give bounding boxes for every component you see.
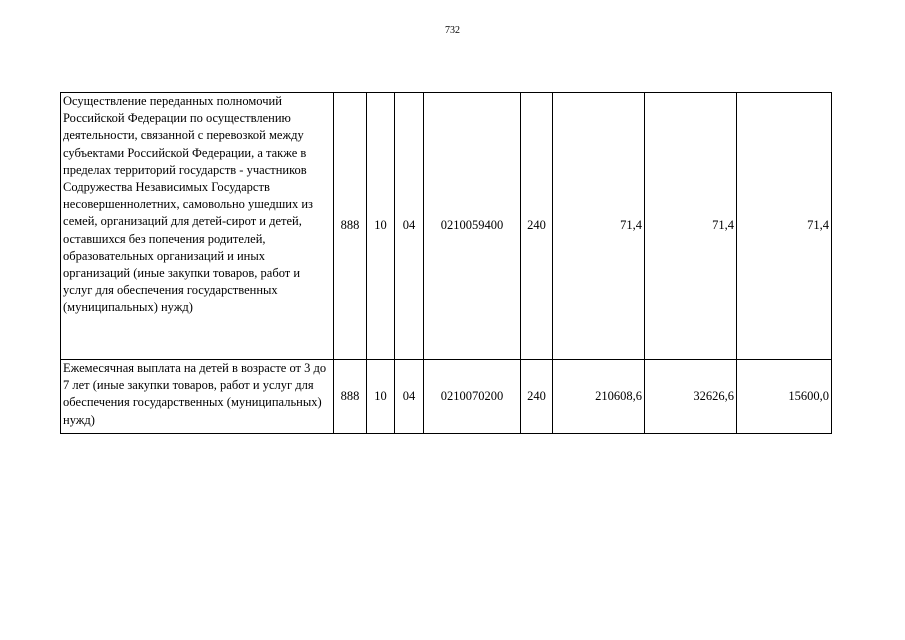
amount-3-cell: 71,4 <box>737 93 832 360</box>
amount-1-cell: 210608,6 <box>553 360 645 434</box>
target-article-cell: 0210059400 <box>424 93 521 360</box>
row-name-cell: Осуществление переданных полномочий Российской Федерации по осуществлению деятельности, связанной с перевозкой между субъектами Российской Федерации, а также в пределах территорий государств - участников Содружества Независимых Государств несовершеннолетних, самовольно ушедших из семей, организаций для детей-сирот и детей, оставшихся без попечения родителей, образовательных организаций и иных организаций (иные закупки товаров, работ и услуг для обеспечения государственных (муниципальных) нужд) <box>61 93 334 360</box>
table-row <box>61 93 832 360</box>
subsection-code-cell: 04 <box>395 93 424 360</box>
ministry-code-cell: 888 <box>334 93 367 360</box>
amount-3-cell: 15600,0 <box>737 360 832 434</box>
target-article-cell: 0210070200 <box>424 360 521 434</box>
page-number: 732 <box>445 25 460 36</box>
ministry-code-cell: 888 <box>334 360 367 434</box>
section-code-cell: 10 <box>367 360 395 434</box>
subsection-code-cell: 04 <box>395 360 424 434</box>
expense-type-cell: 240 <box>521 360 553 434</box>
amount-1-cell: 71,4 <box>553 93 645 360</box>
row-name-cell: Ежемесячная выплата на детей в возрасте от 3 до 7 лет (иные закупки товаров, работ и услуг для обеспечения государственных (муниципальных) нужд) <box>61 360 334 434</box>
section-code-cell: 10 <box>367 93 395 360</box>
expense-type-cell: 240 <box>521 93 553 360</box>
amount-2-cell: 32626,6 <box>645 360 737 434</box>
amount-2-cell: 71,4 <box>645 93 737 360</box>
budget-table <box>60 92 832 434</box>
table-row <box>61 360 832 434</box>
